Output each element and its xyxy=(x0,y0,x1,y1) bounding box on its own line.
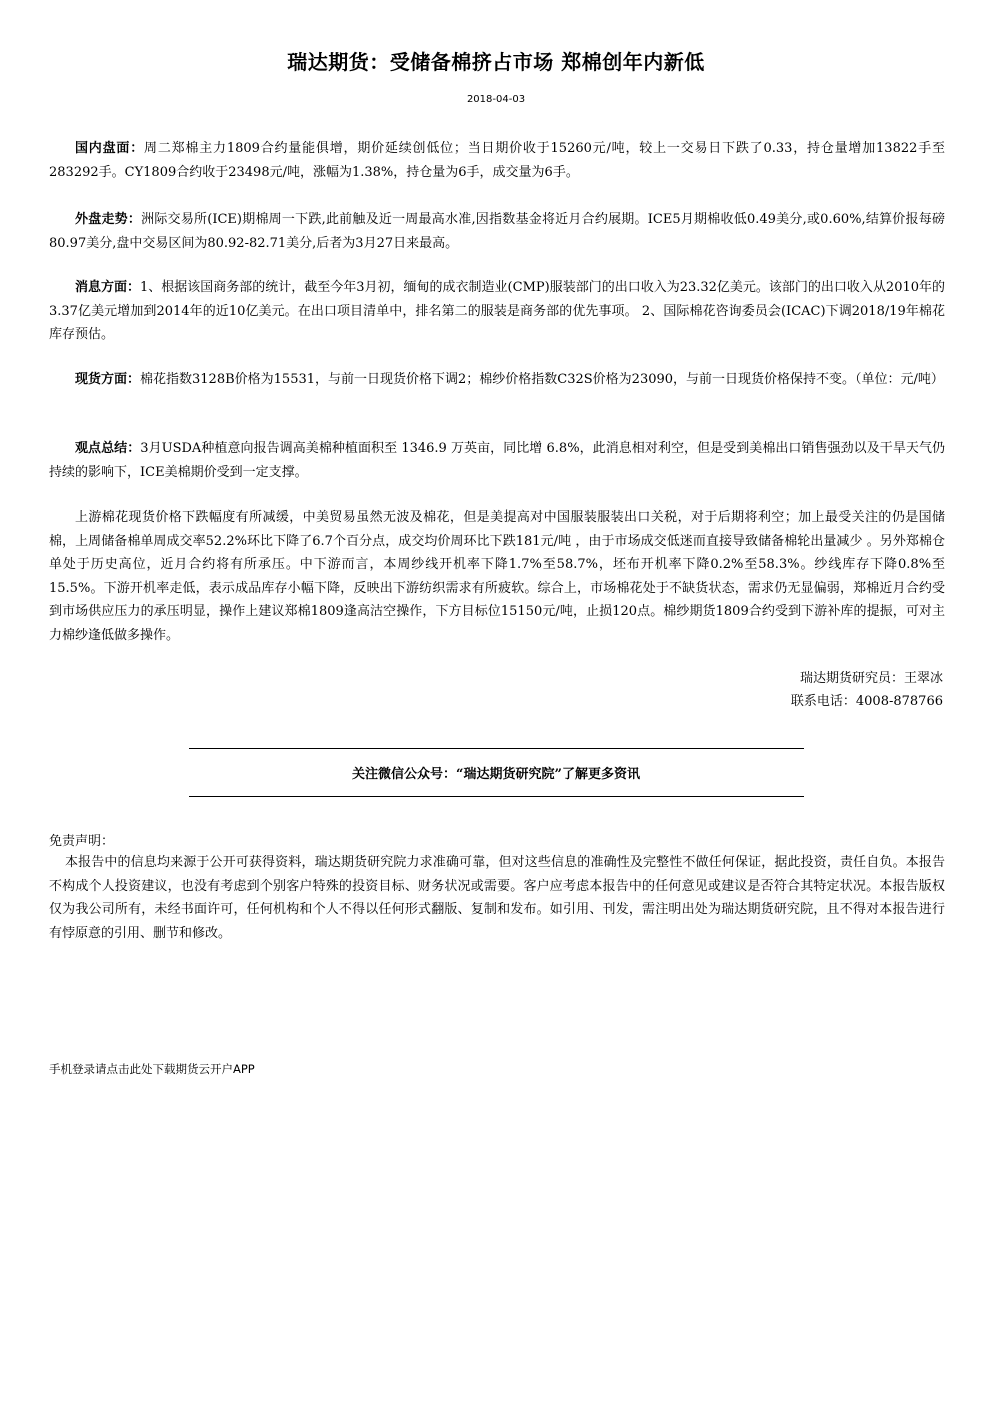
section-spot-text: 棉花指数3128B价格为15531，与前一日现货价格下调2；棉纱价格指数C32S价格为23090，与前一日现货价格保持不变。（单位：元/吨） xyxy=(140,372,944,387)
section-news-label: 消息方面： xyxy=(75,280,141,295)
section-news xyxy=(49,276,945,347)
app-download-link[interactable]: 手机登录请点击此处下载期货云开户APP xyxy=(49,1062,255,1076)
section-domestic-label: 国内盘面： xyxy=(75,141,145,156)
report-date: 2018-04-03 xyxy=(466,94,526,105)
section-news-text: 1、根据该国商务部的统计，截至今年3月初，缅甸的成衣制造业(CMP)服装部门的出口收入为23.32亿美元。该部门的出口收入从2010年的3.37亿美元增加到2014年的近10亿美元。在出口项目清单中，排名第二的服装是商务部的优先事项。 2、国际棉花咨询委员会(ICAC)下调2018/19年棉花库存预估。 xyxy=(49,280,946,342)
analysis-paragraph: 上游棉花现货价格下跌幅度有所减缓，中美贸易虽然无波及棉花，但是美提高对中国服装服装出口关税，对于后期将利空；加上最受关注的仍是国储棉，上周储备棉单周成交率52.2%环比下降了6.7个百分点，成交均价周环比下跌181元/吨 ，由于市场成交低迷而直接导致储备棉轮出量减少 。另外郑棉仓单处于历史高位，近月合约将有所承压。中下游而言，本周纱线开机率下降1.7%至58.7%，坯布开机率下降0.2%至58.3%。纱线库存下降0.8%至15.5%。下游开机率走低，表示成品库存小幅下降，反映出下游纺织需求有所疲软。综合上，市场棉花处于不缺货状态，需求仍无显偏弱，郑棉近月合约受到市场供应压力的承压明显，操作上建议郑棉1809逢高沽空操作，下方目标位15150元/吨，止损120点。棉纱期货1809合约受到下游补库的提振，可对主力棉纱逢低做多操作。 xyxy=(49,510,945,643)
disclaimer-title: 免责声明： xyxy=(49,834,115,849)
contact-phone: 联系电话：4008-878766 xyxy=(790,694,943,709)
wechat-follow-notice: 关注微信公众号：“瑞达期货研究院”了解更多资讯 xyxy=(352,767,640,782)
section-summary-text: 3月USDA种植意向报告调高美棉种植面积至 1346.9 万英亩，同比增 6.8%，此消息相对利空，但是受到美棉出口销售强劲以及干旱天气仍持续的影响下，ICE美棉期价受到一定支撑。 xyxy=(49,441,945,480)
section-summary xyxy=(49,437,945,484)
section-summary-label: 观点总结： xyxy=(75,441,141,456)
divider-bottom xyxy=(189,796,804,797)
section-spot-label: 现货方面： xyxy=(75,372,141,387)
divider-top xyxy=(189,748,804,749)
section-spot xyxy=(49,368,945,392)
section-domestic xyxy=(49,137,945,184)
section-foreign-text: 洲际交易所(ICE)期棉周一下跌,此前触及近一周最高水准,因指数基金将近月合约展期。ICE5月期棉收低0.49美分,或0.60%,结算价报每磅80.97美分,盘中交易区间为80.92-82.71美分,后者为3月27日来最高。 xyxy=(49,212,945,251)
section-domestic-text: 周二郑棉主力1809合约量能俱增，期价延续创低位；当日期价收于15260元/吨，较上一交易日下跌了0.33，持仓量增加13822手至283292手。CY1809合约收于23498元/吨，涨幅为1.38%，持仓量为6手，成交量为6手。 xyxy=(49,141,945,180)
report-title: 瑞达期货：受储备棉挤占市场 郑棉创年内新低 xyxy=(287,50,705,74)
researcher-name: 瑞达期货研究员：王翠冰 xyxy=(799,671,943,686)
section-foreign xyxy=(49,208,945,255)
section-foreign-label: 外盘走势： xyxy=(75,212,142,227)
disclaimer-body: 本报告中的信息均来源于公开可获得资料，瑞达期货研究院力求准确可靠，但对这些信息的准确性及完整性不做任何保证，据此投资，责任自负。本报告不构成个人投资建议，也没有考虑到个别客户特殊的投资目标、财务状况或需要。客户应考虑本报告中的任何意见或建议是否符合其特定状况。本报告版权仅为我公司所有，未经书面许可，任何机构和个人不得以任何形式翻版、复制和发布。如引用、刊发，需注明出处为瑞达期货研究院，且不得对本报告进行有悖原意的引用、删节和修改。 xyxy=(49,855,945,941)
